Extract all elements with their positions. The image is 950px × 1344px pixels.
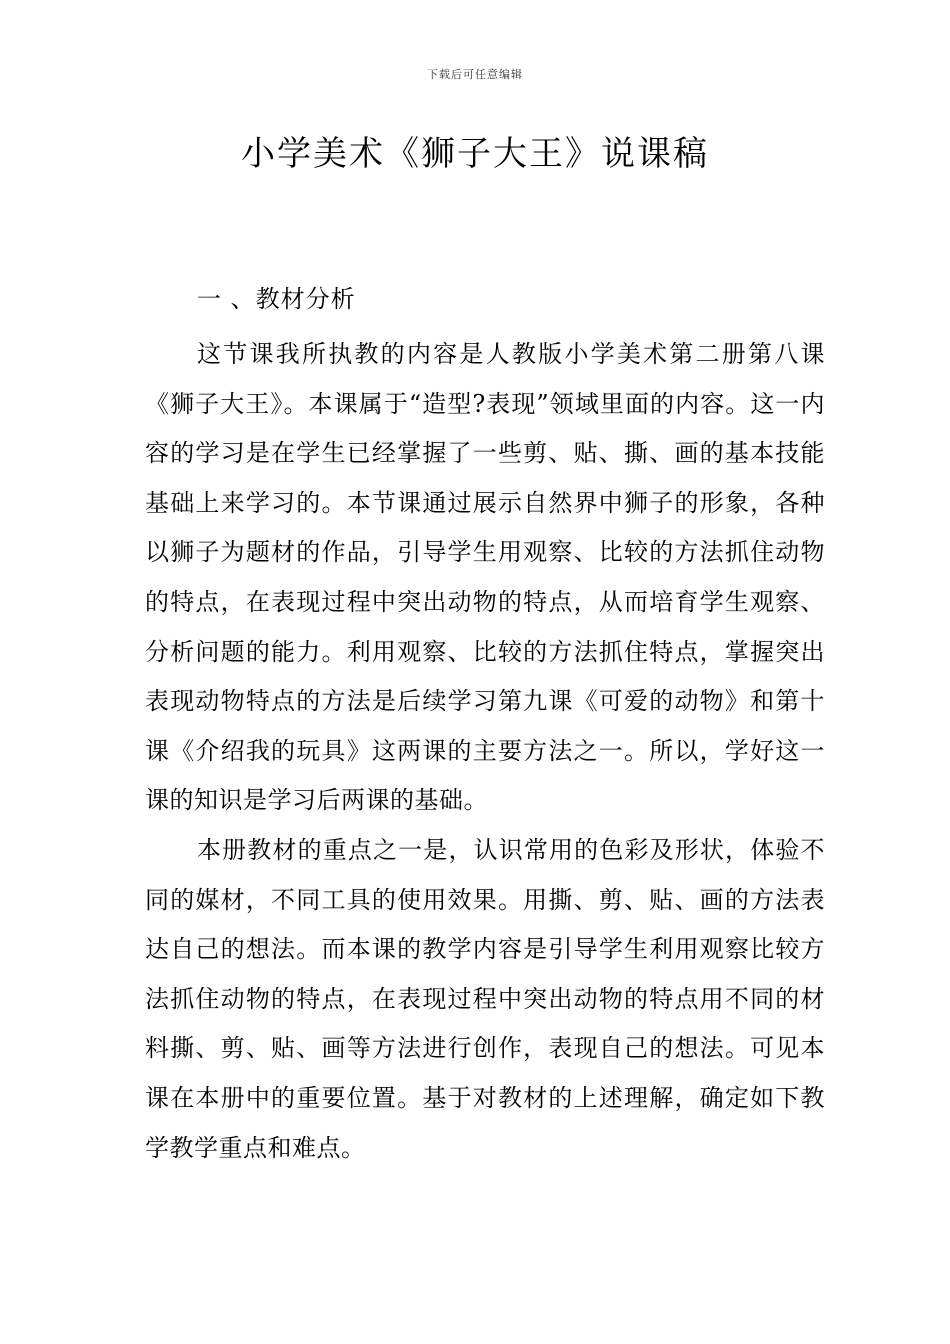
section-heading: 一 、教材分析 <box>197 285 356 313</box>
paragraph: 这节课我所执教的内容是人教版小学美术第二册第八课《狮子大王》。本课属于“造型?表现”领域里面的内容。这一内容的学习是在学生已经掌握了一些剪、贴、撕、画的基本技能基础上来学习的。本节课通过展示自然界中狮子的形象，各种以狮子为题材的作品，引导学生用观察、比较的方法抓住动物的特点，在表现过程中突出动物的特点，从而培育学生观察、分析问题的能力。利用观察、比较的方法抓住特点，掌握突出表现动物特点的方法是后续学习第九课《可爱的动物》和第十课《介绍我的玩具》这两课的主要方法之一。所以，学好这一课的知识是学习后两课的基础。 <box>145 340 825 815</box>
document-title: 小学美术《狮子大王》说课稿 <box>241 134 709 174</box>
header-note: 下载后可任意编辑 <box>427 68 523 81</box>
paragraph: 本册教材的重点之一是，认识常用的色彩及形状，体验不同的媒材，不同工具的使用效果。用撕、剪、贴、画的方法表达自己的想法。而本课的教学内容是引导学生利用观察比较方法抓住动物的特点，在表现过程中突出动物的特点用不同的材料撕、剪、贴、画等方法进行创作，表现自己的想法。可见本课在本册中的重要位置。基于对教材的上述理解，确定如下教学教学重点和难点。 <box>145 835 825 1162</box>
document-body <box>145 280 825 1173</box>
